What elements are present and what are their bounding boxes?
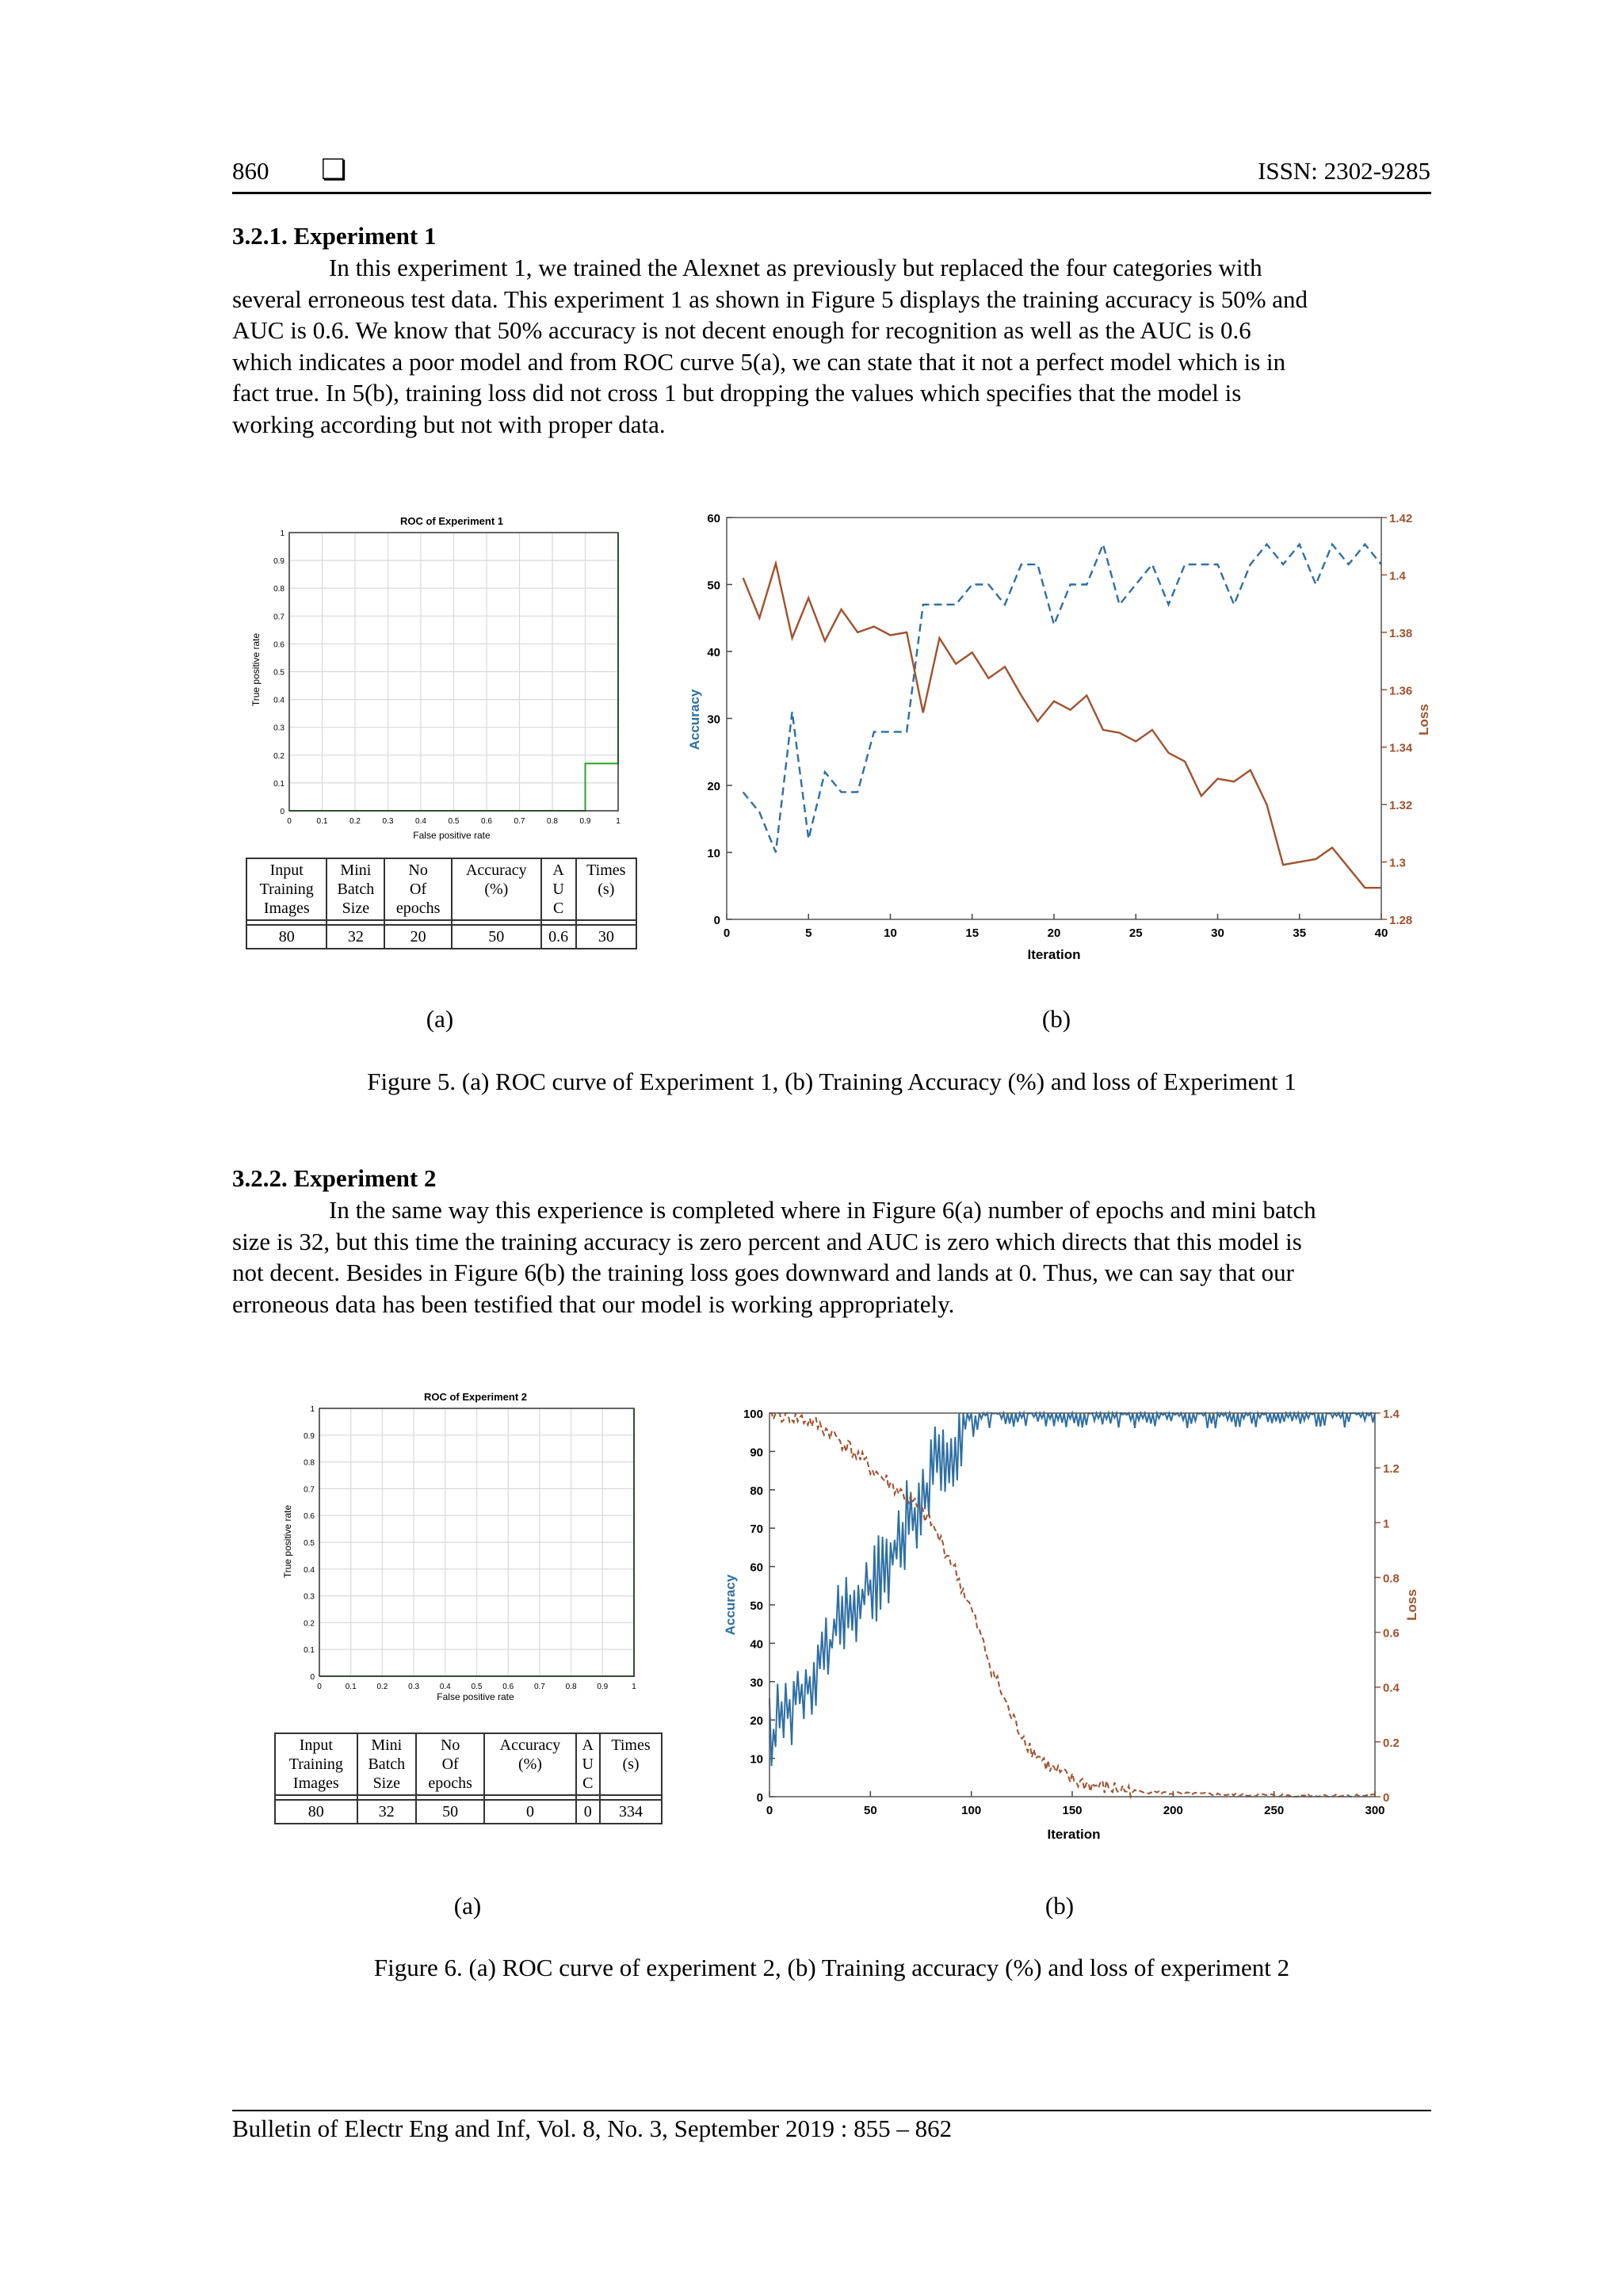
y2-tick-label: 1.28 [1389, 914, 1413, 927]
x-tick-label: 250 [1264, 1804, 1285, 1817]
footer-rule [232, 2110, 1431, 2111]
y-tick-label: 20 [707, 780, 720, 793]
paragraph-line: In the same way this experience is completed where in Figure 6(a) number of epochs and mini batch [329, 1196, 1316, 1224]
loss-series-line [743, 563, 1381, 888]
y2-tick-label: 1.38 [1389, 626, 1413, 640]
header-rule [232, 192, 1431, 194]
x-tick-label: 0.7 [514, 817, 525, 826]
x-tick-label: 0 [287, 817, 292, 826]
x-tick-label: 100 [961, 1804, 982, 1817]
y2-tick-label: 0.2 [1383, 1736, 1400, 1750]
section-heading-experiment-1: 3.2.1. Experiment 1 [232, 222, 437, 250]
x-tick-label: 0.4 [415, 817, 426, 826]
y-tick-label: 1 [280, 529, 285, 538]
training-chart-experiment-1 [682, 507, 1434, 967]
table-header-input-images: Input Training Images [246, 858, 327, 920]
table-header-accuracy: Accuracy (%) [484, 1733, 575, 1795]
chart-series [743, 544, 1381, 888]
table-header-times: Times (s) [576, 858, 636, 920]
x-tick-label: 0.6 [502, 1683, 514, 1691]
y2-tick-label: 1.34 [1389, 741, 1413, 755]
table-cell: 0 [576, 1800, 601, 1824]
footer-text: Bulletin of Electr Eng and Inf, Vol. 8, No. 3, September 2019 : 855 – 862 [232, 2115, 953, 2142]
section-heading-experiment-2: 3.2.2. Experiment 2 [232, 1164, 437, 1192]
paragraph-line: size is 32, but this time the training accuracy is zero percent and AUC is zero which directs that this model is [232, 1227, 1302, 1255]
y-tick-label: 0.6 [304, 1512, 315, 1522]
y2-tick-label: 1.36 [1389, 684, 1413, 698]
chart-grid [319, 1408, 634, 1676]
chart-ticks [304, 1405, 636, 1691]
x-tick-label: 0.7 [533, 1683, 545, 1691]
chart-grid [289, 533, 618, 811]
y2-axis-label: Loss [1404, 1589, 1419, 1621]
y2-tick-label: 1.42 [1389, 512, 1413, 525]
y-tick-label: 0 [756, 1791, 763, 1805]
x-tick-label: 0.1 [316, 817, 328, 826]
y-tick-label: 60 [707, 512, 720, 525]
y-tick-label: 0.3 [304, 1592, 315, 1602]
chart-ticks [273, 529, 621, 826]
y2-tick-label: 0.4 [1383, 1681, 1400, 1695]
plot-frame [769, 1413, 1375, 1797]
x-tick-label: 0 [723, 926, 731, 940]
x-tick-label: 0.9 [597, 1683, 609, 1691]
y-tick-label: 0.5 [273, 668, 285, 678]
y-tick-label: 0.6 [273, 640, 285, 650]
y-tick-label: 70 [750, 1522, 763, 1537]
page-number: 860 [232, 157, 269, 185]
plot-frame [727, 518, 1381, 919]
x-tick-label: 50 [863, 1804, 877, 1817]
y2-tick-label: 0.6 [1383, 1626, 1400, 1641]
x-tick-label: 1 [616, 817, 621, 826]
y-tick-label: 0.7 [304, 1485, 315, 1495]
y-tick-label: 50 [750, 1599, 763, 1613]
table-cell: 334 [600, 1800, 662, 1824]
y2-tick-label: 1.2 [1383, 1462, 1400, 1477]
figure5-subcaption-a: (a) [426, 1005, 454, 1033]
y-tick-label: 0.8 [304, 1458, 315, 1468]
y-axis-label: Accuracy [723, 1574, 738, 1636]
y2-tick-label: 1.4 [1389, 569, 1406, 583]
x-tick-label: 0.8 [565, 1683, 577, 1691]
paragraph-line: not decent. Besides in Figure 6(b) the training loss goes downward and lands at 0. Thus, we can say that our [232, 1259, 1294, 1286]
y2-axis-label: Loss [1416, 704, 1431, 735]
x-tick-label: 0.1 [345, 1683, 357, 1691]
loss-series-line [769, 1413, 1375, 1797]
y-tick-label: 0.9 [273, 557, 285, 567]
y2-tick-label: 1 [1383, 1517, 1390, 1531]
figure5-caption: Figure 5. (a) ROC curve of Experiment 1, (b) Training Accuracy (%) and loss of Experiment 1 [367, 1068, 1296, 1095]
y-tick-label: 10 [707, 846, 720, 861]
y2-tick-label: 0.8 [1383, 1572, 1400, 1586]
table-header-input-images: Input Training Images [275, 1733, 357, 1795]
y-tick-label: 0 [280, 808, 285, 816]
x-axis-label: False positive rate [437, 1691, 514, 1702]
x-tick-label: 10 [884, 926, 897, 940]
paragraph-line: which indicates a poor model and from ROC curve 5(a), we can state that it not a perfect model which is in [232, 347, 1286, 376]
y-tick-label: 90 [750, 1446, 763, 1460]
y-tick-label: 30 [707, 712, 720, 727]
figure6-subcaption-a: (a) [453, 1892, 482, 1920]
roc-chart-experiment-1 [242, 507, 638, 848]
y-tick-label: 30 [750, 1675, 763, 1690]
table-header-epochs: No Of epochs [384, 858, 452, 920]
table-cell: 32 [357, 1800, 416, 1824]
y-tick-label: 60 [750, 1561, 763, 1575]
x-tick-label: 0.3 [382, 817, 394, 826]
paragraph-line: AUC is 0.6. We know that 50% accuracy is not decent enough for recognition as well as the AUC is 0.6 [232, 316, 1251, 344]
y-tick-label: 0.9 [304, 1431, 315, 1441]
paragraph-line: erroneous data has been testified that our model is working appropriately. [232, 1289, 955, 1318]
paragraph-line: several erroneous test data. This experiment 1 as shown in Figure 5 displays the training accuracy is 50% and [232, 285, 1308, 313]
x-tick-label: 200 [1163, 1804, 1183, 1817]
y-tick-label: 80 [750, 1484, 763, 1498]
table-cell: 30 [576, 925, 636, 949]
table-header-batch-size: Mini Batch Size [327, 858, 384, 920]
table-header-auc: A U C [541, 858, 576, 920]
table-cell: 80 [246, 925, 327, 949]
y-tick-label: 20 [750, 1714, 763, 1729]
table-header-times: Times (s) [600, 1733, 662, 1795]
x-tick-label: 0 [317, 1683, 322, 1691]
y-tick-label: 0.5 [304, 1539, 315, 1548]
x-tick-label: 25 [1128, 926, 1143, 940]
chart-series [769, 1413, 1375, 1797]
y-tick-label: 10 [750, 1752, 763, 1767]
y-tick-label: 40 [707, 646, 720, 659]
x-tick-label: 0.2 [376, 1683, 388, 1691]
x-tick-label: 1 [632, 1683, 636, 1691]
y-tick-label: 0.4 [273, 696, 285, 705]
box-icon: ❏ [321, 154, 347, 186]
x-tick-label: 0 [766, 1804, 773, 1817]
params-table-experiment-2 [274, 1733, 663, 1824]
x-tick-label: 5 [805, 926, 812, 940]
y-axis-label: True positive rate [250, 632, 262, 707]
y-axis-label: Accuracy [687, 689, 702, 751]
table-header-epochs: No Of epochs [416, 1733, 484, 1795]
table-header-auc: A U C [576, 1733, 601, 1795]
section-paragraph-experiment-2 [232, 1194, 1431, 1320]
figure6-caption: Figure 6. (a) ROC curve of experiment 2, (b) Training accuracy (%) and loss of experiment 2 [373, 1954, 1290, 1981]
x-axis-label: False positive rate [413, 830, 491, 841]
x-tick-label: 0.5 [448, 817, 460, 826]
issn: ISSN: 2302-9285 [1258, 157, 1430, 185]
y-axis-label: True positive rate [282, 1504, 293, 1579]
y-tick-label: 0.1 [304, 1646, 315, 1656]
y2-tick-label: 1.3 [1389, 856, 1406, 870]
y-tick-label: 0.4 [304, 1565, 315, 1575]
y2-tick-label: 1.4 [1383, 1408, 1400, 1421]
x-axis-label: Iteration [1027, 947, 1081, 962]
y-tick-label: 0.2 [273, 751, 285, 761]
x-tick-label: 0.4 [439, 1683, 451, 1691]
x-tick-label: 30 [1211, 926, 1224, 940]
x-tick-label: 0.8 [547, 817, 558, 826]
y-tick-label: 100 [743, 1408, 763, 1421]
y-tick-label: 50 [707, 579, 720, 593]
x-tick-label: 0.2 [349, 817, 361, 826]
table-cell: 0 [484, 1800, 575, 1824]
y-tick-label: 0.1 [273, 779, 285, 789]
roc-chart-experiment-2 [273, 1383, 654, 1708]
table-header-accuracy: Accuracy (%) [452, 858, 541, 920]
params-table-experiment-1 [246, 858, 637, 949]
x-tick-label: 0.5 [471, 1683, 483, 1691]
y2-tick-label: 0 [1383, 1791, 1390, 1805]
y-tick-label: 40 [750, 1637, 763, 1652]
table-cell: 50 [452, 925, 541, 949]
paragraph-line: In this experiment 1, we trained the Alexnet as previously but replaced the four categories with [329, 254, 1262, 281]
chart-title: ROC of Experiment 1 [399, 515, 504, 527]
x-tick-label: 0.3 [408, 1683, 420, 1691]
y-tick-label: 0 [310, 1673, 315, 1682]
x-tick-label: 150 [1062, 1804, 1083, 1817]
table-cell: 80 [275, 1800, 357, 1824]
accuracy-series-line [743, 544, 1381, 853]
x-tick-label: 300 [1365, 1804, 1385, 1817]
x-tick-label: 40 [1374, 926, 1388, 940]
table-cell: 50 [416, 1800, 484, 1824]
table-cell: 20 [384, 925, 452, 949]
section-paragraph-experiment-1 [232, 252, 1431, 440]
paragraph-line: working according but not with proper data. [232, 410, 666, 438]
y2-tick-label: 1.32 [1389, 799, 1413, 813]
x-axis-label: Iteration [1047, 1827, 1101, 1842]
x-tick-label: 0.6 [481, 817, 492, 826]
y-tick-label: 1 [310, 1405, 315, 1414]
accuracy-series-line [769, 1413, 1375, 1766]
x-tick-label: 35 [1293, 926, 1307, 940]
table-header-batch-size: Mini Batch Size [357, 1733, 416, 1795]
x-tick-label: 20 [1047, 926, 1061, 940]
figure6-subcaption-b: (b) [1044, 1892, 1075, 1920]
y-tick-label: 0 [713, 914, 720, 927]
paragraph-line: fact true. In 5(b), training loss did not cross 1 but dropping the values which specifies that the model is [232, 379, 1242, 407]
chart-title: ROC of Experiment 2 [423, 1391, 528, 1403]
training-chart-experiment-2 [717, 1391, 1430, 1851]
y-tick-label: 0.2 [304, 1619, 315, 1629]
figure5-subcaption-b: (b) [1041, 1005, 1071, 1033]
x-tick-label: 15 [965, 926, 980, 940]
y-tick-label: 0.3 [273, 724, 285, 733]
table-cell: 32 [327, 925, 384, 949]
chart-ticks [707, 512, 1413, 940]
y-tick-label: 0.7 [273, 613, 285, 622]
table-cell: 0.6 [541, 925, 576, 949]
y-tick-label: 0.8 [273, 585, 285, 594]
x-tick-label: 0.9 [579, 817, 591, 826]
